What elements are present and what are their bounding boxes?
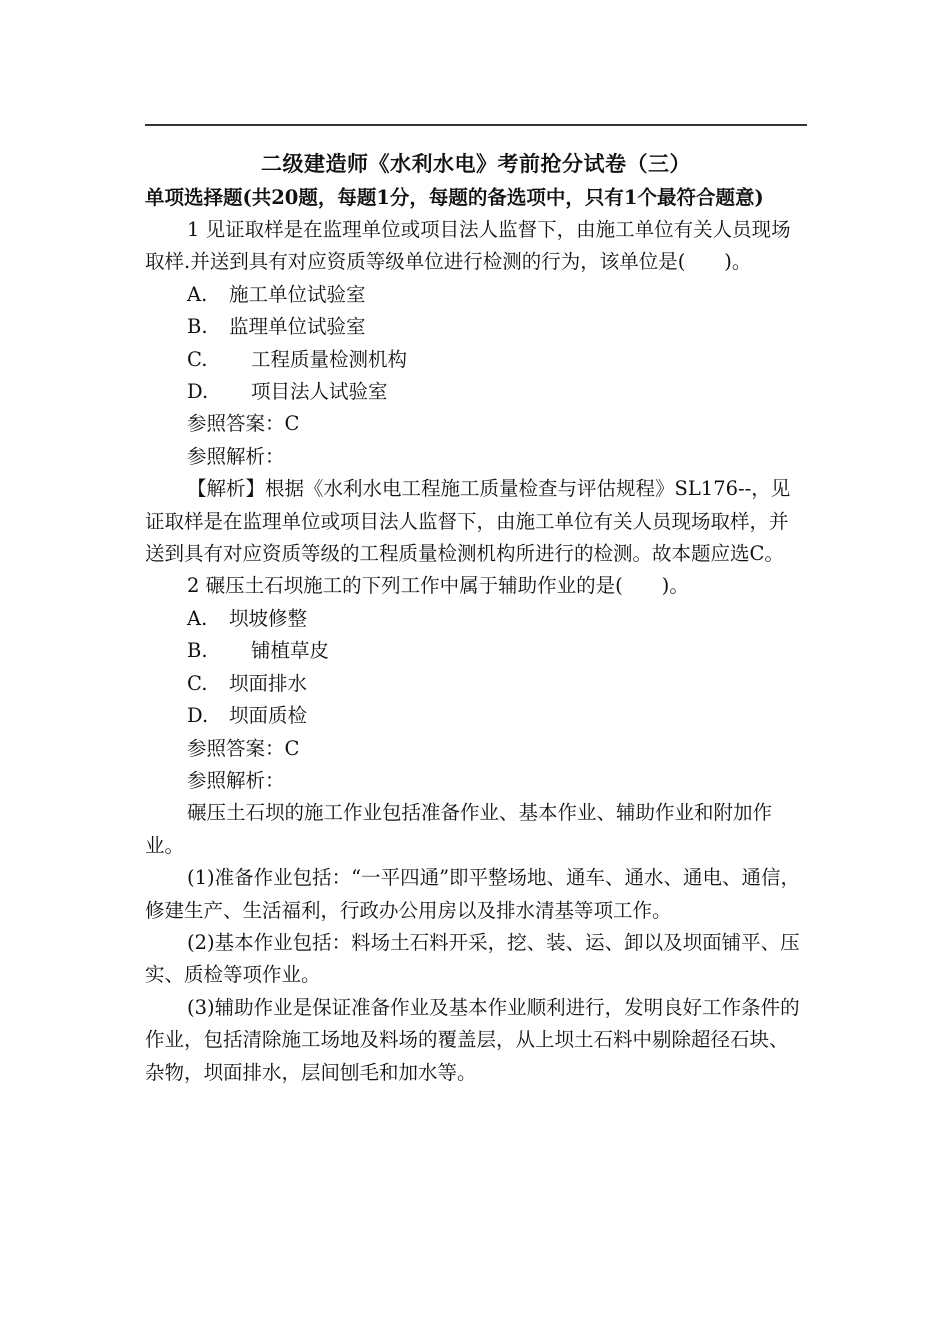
option-c (145, 344, 807, 376)
analysis-paragraph: (2)基本作业包括：料场土石料开采，挖、装、运、卸以及坝面铺平、压实、质检等项作业。 (145, 930, 800, 987)
reference-answer: 参照答案：C (187, 412, 300, 436)
option-b (145, 635, 807, 667)
option-letter: A. (187, 606, 208, 630)
option-c (145, 668, 807, 700)
option-letter: B. (187, 315, 208, 339)
question-2 (145, 570, 807, 1089)
option-text: 工程质量检测机构 (251, 347, 408, 371)
option-text: 铺植草皮 (251, 639, 330, 663)
option-text: 项目法人试验室 (251, 380, 388, 404)
option-d (145, 700, 807, 732)
option-a (145, 603, 807, 635)
option-letter: C. (187, 347, 208, 371)
analysis-paragraph: 【解析】根据《水利水电工程施工质量检查与评估规程》SL176--，见证取样是在监理单位或项目法人监督下，由施工单位有关人员现场取样，并送到具有对应资质等级的工程质量检测机构所进行的检测。故本题应选C。 (145, 477, 791, 566)
question-1 (145, 214, 807, 570)
option-text: 坝面质检 (229, 704, 308, 728)
reference-answer: 参照答案：C (187, 736, 300, 760)
option-letter: D. (187, 380, 209, 404)
analysis-paragraph: (3)辅助作业是保证准备作业及基本作业顺利进行，发明良好工作条件的作业，包括清除施工场地及料场的覆盖层，从上坝土石料中剔除超径石块、杂物，坝面排水，层间刨毛和加水等。 (145, 995, 800, 1084)
option-b (145, 311, 807, 343)
option-text: 施工单位试验室 (229, 282, 366, 306)
document-title: 二级建造师《水利水电》考前抢分试卷（三） (261, 152, 691, 176)
option-letter: C. (187, 671, 208, 695)
header-rule (145, 124, 807, 126)
option-d (145, 376, 807, 408)
option-text: 监理单位试验室 (229, 315, 366, 339)
analysis-label: 参照解析： (187, 444, 285, 468)
option-letter: A. (187, 282, 208, 306)
option-letter: D. (187, 704, 209, 728)
option-text: 坝坡修整 (229, 606, 308, 630)
option-text: 坝面排水 (229, 671, 308, 695)
question-stem: 1 见证取样是在监理单位或项目法人监督下，由施工单位有关人员现场取样.并送到具有对应资质等级单位进行检测的行为，该单位是( )。 (145, 218, 791, 274)
question-stem: 2 碾压土石坝施工的下列工作中属于辅助作业的是( )。 (187, 574, 689, 598)
analysis-label: 参照解析： (187, 768, 285, 792)
document-page (145, 124, 807, 1089)
analysis-paragraph: (1)准备作业包括：“一平四通”即平整场地、通车、通水、通电、通信，修建生产、生活福利，行政办公用房以及排水清基等项工作。 (145, 866, 801, 922)
option-a (145, 279, 807, 311)
section-heading: 单项选择题(共20题，每题1分，每题的备选项中，只有1个最符合题意) (145, 186, 764, 209)
option-letter: B. (187, 639, 208, 663)
analysis-paragraph: 碾压土石坝的施工作业包括准备作业、基本作业、辅助作业和附加作业。 (145, 801, 773, 857)
